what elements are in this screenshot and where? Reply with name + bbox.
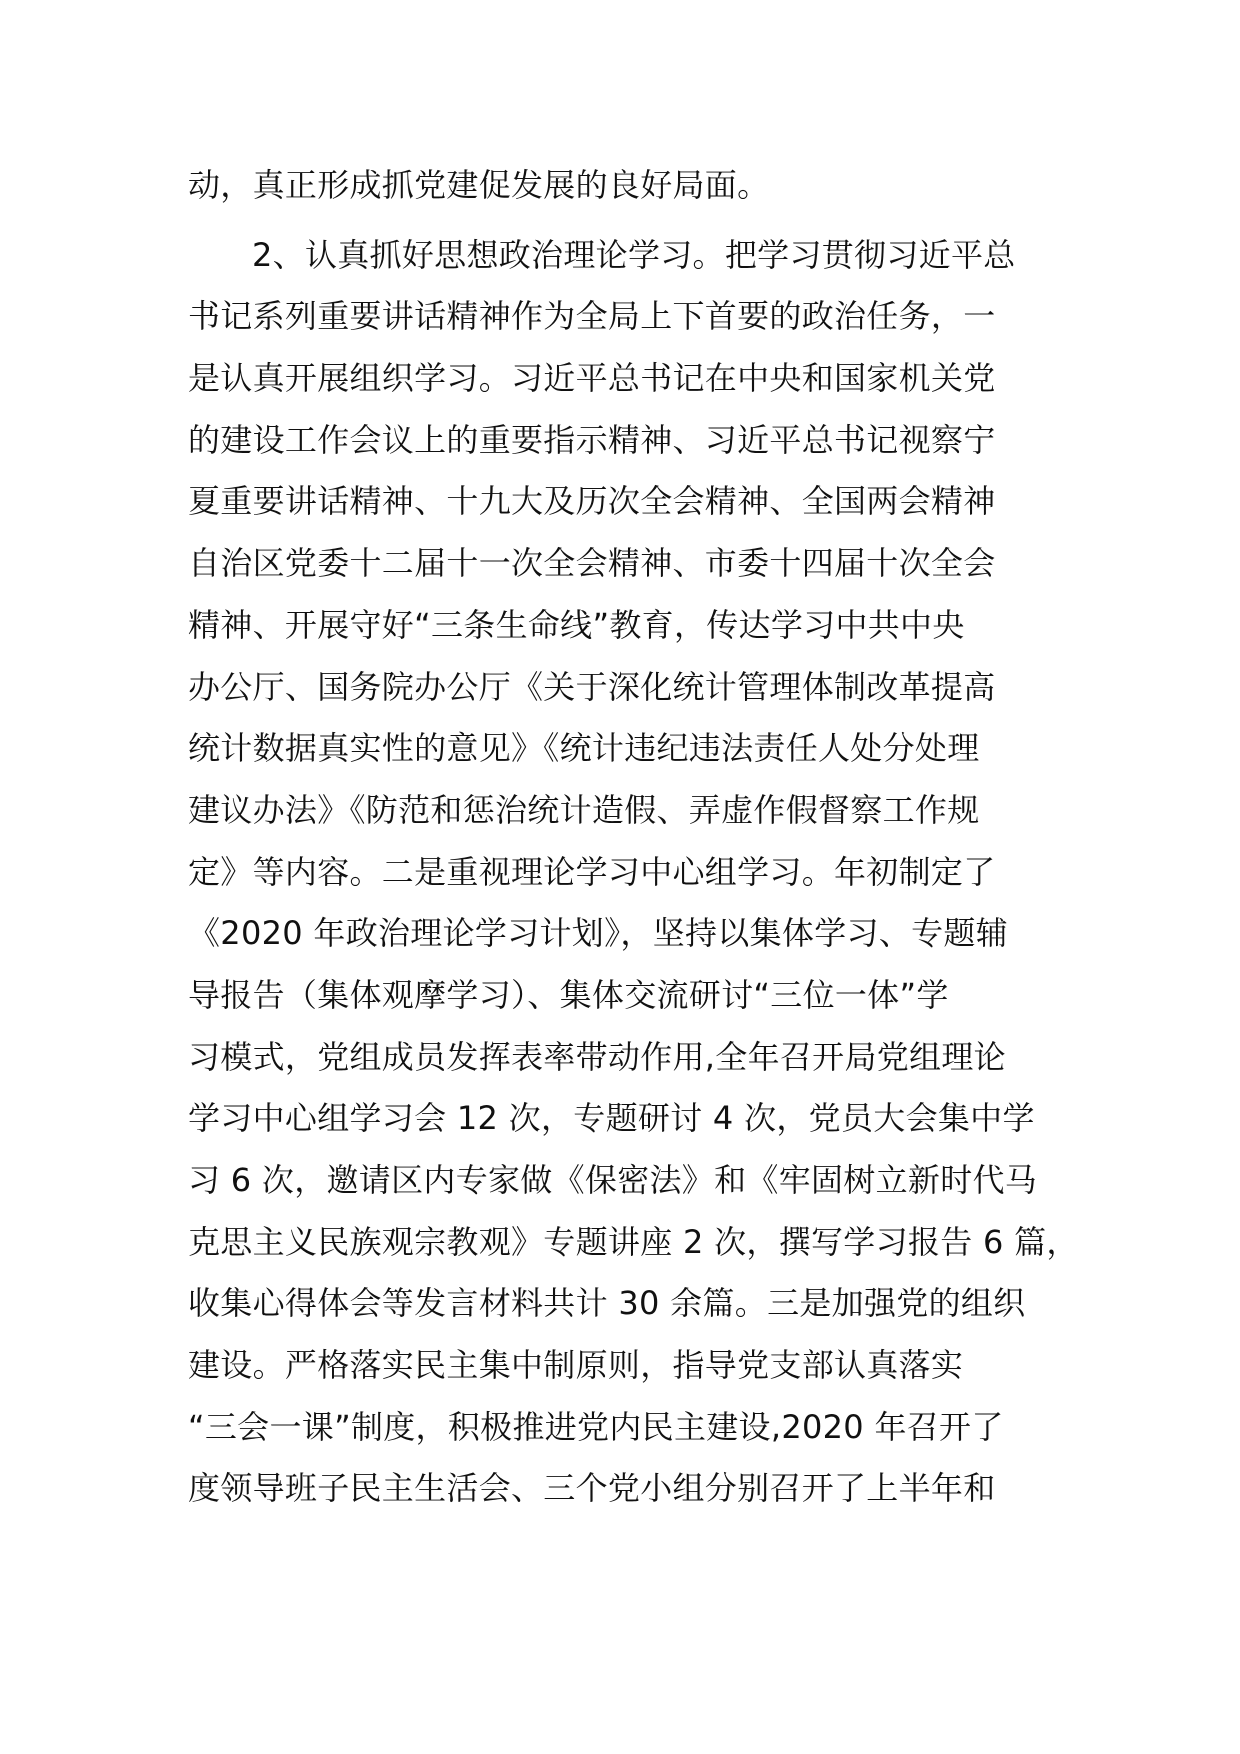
text-line: 度领导班子民主生活会、三个党小组分别召开了上半年和	[188, 1469, 996, 1508]
text-line: 建设。严格落实民主集中制原则，指导党支部认真落实	[188, 1346, 964, 1385]
text-line: 收集心得体会等发言材料共计 30 余篇。三是加强党的组织	[188, 1284, 1026, 1323]
text-line: 是认真开展组织学习。习近平总书记在中央和国家机关党	[188, 359, 996, 398]
text-line: 统计数据真实性的意见》《统计违纪违法责任人处分处理	[188, 729, 980, 768]
text-line: 克思主义民族观宗教观》专题讲座 2 次，撰写学习报告 6 篇，	[188, 1222, 1079, 1261]
text-line: 导报告（集体观摩学习）、集体交流研讨“三位一体”学	[188, 975, 949, 1014]
text-line: 学习中心组学习会 12 次，专题研讨 4 次，党员大会集中学	[188, 1099, 1035, 1138]
text-line: 的建设工作会议上的重要指示精神、习近平总书记视察宁	[188, 420, 996, 459]
text-line: 书记系列重要讲话精神作为全局上下首要的政治任务，一	[188, 297, 996, 336]
text-line: 夏重要讲话精神、十九大及历次全会精神、全国两会精神	[188, 482, 996, 521]
text-line: 定》等内容。二是重视理论学习中心组学习。年初制定了	[188, 852, 996, 891]
text-line: “三会一课”制度，积极推进党内民主建设,2020 年召开了	[188, 1407, 1004, 1446]
text-line: 自治区党委十二届十一次全会精神、市委十四届十次全会	[188, 544, 996, 583]
text-line: 《2020 年政治理论学习计划》，坚持以集体学习、专题辅	[188, 914, 1009, 953]
text-line: 2、认真抓好思想政治理论学习。把学习贯彻习近平总	[252, 235, 1016, 274]
text-line: 办公厅、国务院办公厅《关于深化统计管理体制改革提高	[188, 667, 996, 706]
text-line: 习 6 次，邀请区内专家做《保密法》和《牢固树立新时代马	[188, 1161, 1038, 1199]
text-line: 建议办法》《防范和惩治统计造假、弄虚作假督察工作规	[188, 790, 980, 829]
text-line: 动，真正形成抓党建促发展的良好局面。	[188, 166, 770, 204]
body-text	[188, 155, 1079, 1520]
text-line: 精神、开展守好“三条生命线”教育，传达学习中共中央	[188, 605, 965, 644]
text-line: 习模式，党组成员发挥表率带动作用,全年召开局党组理论	[188, 1037, 1006, 1076]
